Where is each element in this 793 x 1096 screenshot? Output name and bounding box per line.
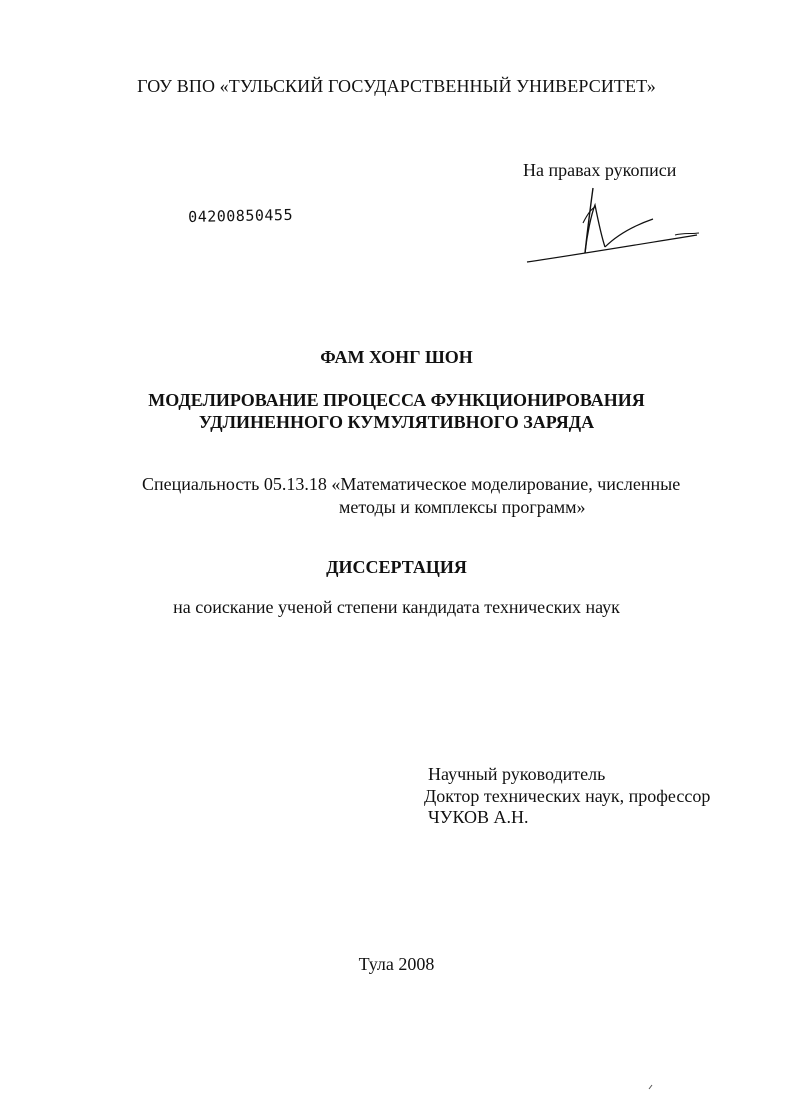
manuscript-note: На правах рукописи <box>523 160 677 180</box>
specialty-line-2: методы и комплексы программ» <box>339 497 586 517</box>
signature-icon <box>525 185 705 270</box>
advisor-role: Научный руководитель <box>428 764 606 784</box>
university-name: ГОУ ВПО «ТУЛЬСКИЙ ГОСУДАРСТВЕННЫЙ УНИВЕРСИТЕТ» <box>137 76 656 96</box>
document-type: ДИССЕРТАЦИЯ <box>326 557 467 577</box>
advisor-name: ЧУКОВ А.Н. <box>428 807 529 827</box>
author-name: ФАМ ХОНГ ШОН <box>320 347 473 367</box>
document-code: 04200850455 <box>188 205 294 226</box>
advisor-degree: Доктор технических наук, профессор <box>424 786 711 806</box>
scan-speck-icon <box>648 1084 654 1090</box>
dissertation-title-line-2: УДЛИНЕННОГО КУМУЛЯТИВНОГО ЗАРЯДА <box>198 412 595 432</box>
specialty-line-1: Специальность 05.13.18 «Математическое моделирование, численные <box>142 474 681 494</box>
dissertation-title-line-1: МОДЕЛИРОВАНИЕ ПРОЦЕССА ФУНКЦИОНИРОВАНИЯ <box>148 390 645 410</box>
degree-statement: на соискание ученой степени кандидата технических наук <box>173 597 620 617</box>
city-year: Тула 2008 <box>358 954 435 974</box>
